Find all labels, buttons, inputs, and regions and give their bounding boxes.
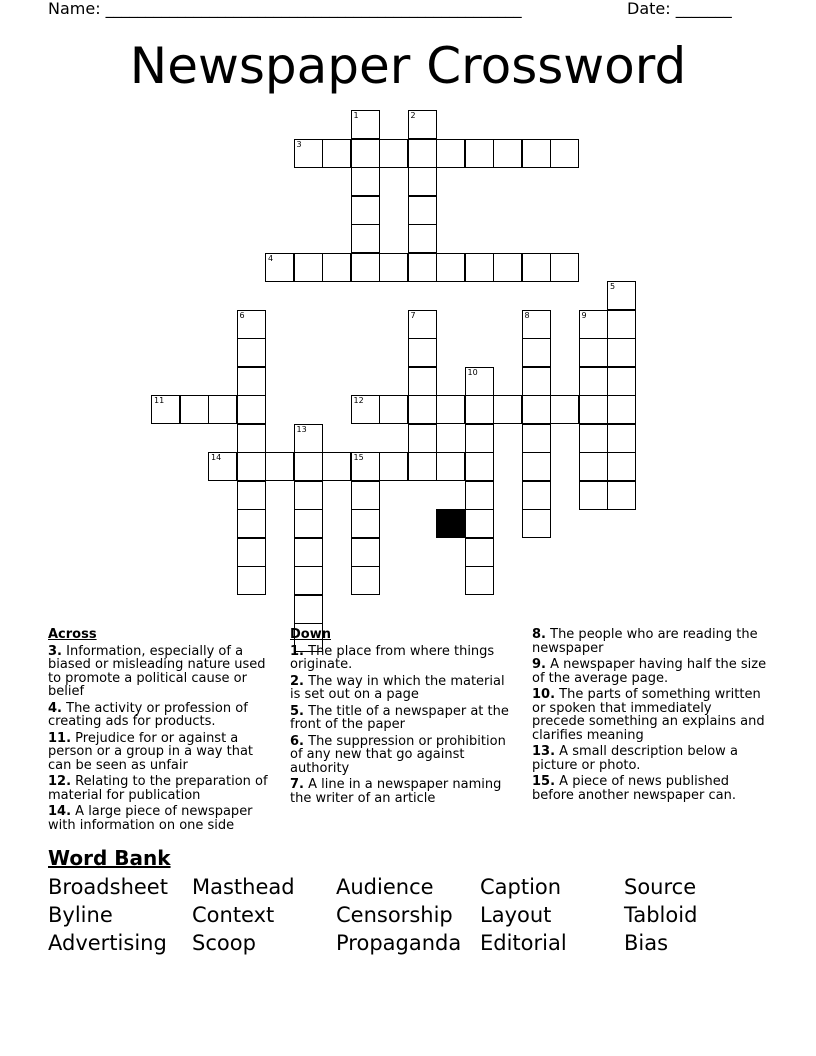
clue-number: 2 [410, 111, 416, 120]
grid-cell[interactable] [408, 338, 437, 367]
grid-cell[interactable] [294, 538, 323, 567]
grid-cell[interactable] [522, 139, 551, 168]
name-field: Name: ____________________________________________________ [48, 0, 522, 18]
grid-cell[interactable] [237, 566, 266, 595]
grid-cell[interactable] [294, 424, 323, 453]
grid-cell[interactable] [351, 509, 380, 538]
grid-cell[interactable] [436, 452, 465, 481]
across-heading: Across [48, 627, 97, 642]
grid-cell[interactable] [579, 338, 608, 367]
grid-cell[interactable] [408, 253, 437, 282]
clue-across-14: 14. A large piece of newspaper with information on one side [48, 804, 253, 833]
grid-cell[interactable] [408, 110, 437, 139]
grid-cell[interactable] [436, 139, 465, 168]
grid-cell[interactable] [607, 310, 636, 339]
grid-cell[interactable] [579, 367, 608, 396]
grid-cell[interactable] [379, 253, 408, 282]
word-bank-word: Advertising [48, 931, 167, 955]
grid-cell[interactable] [351, 196, 380, 225]
word-bank-word: Scoop [192, 931, 256, 955]
word-bank-word: Source [624, 875, 697, 899]
word-bank-word: Masthead [192, 875, 295, 899]
grid-cell[interactable] [550, 253, 579, 282]
clue-number: 14 [211, 453, 222, 462]
grid-cell[interactable] [351, 253, 380, 282]
clue-down-2: 2. The way in which the material is set out on a page [290, 673, 505, 702]
across-clues [48, 628, 280, 835]
grid-cell[interactable] [237, 310, 266, 339]
grid-cell[interactable] [237, 338, 266, 367]
grid-cell[interactable] [607, 281, 636, 310]
grid-cell[interactable] [294, 566, 323, 595]
grid-cell[interactable] [408, 452, 437, 481]
clue-number: 4 [268, 253, 274, 263]
word-bank-word: Caption [480, 875, 562, 899]
word-bank-word: Propaganda [336, 931, 462, 955]
down-clues-continued [532, 628, 768, 805]
grid-cell[interactable] [579, 424, 608, 453]
clue-down-13: 13. A small description below a picture or photo. [532, 744, 738, 773]
grid-cell[interactable] [294, 509, 323, 538]
grid-cell[interactable] [351, 395, 380, 424]
clue-number: 9 [581, 310, 587, 320]
grid-cell[interactable] [522, 481, 551, 510]
word-bank-word: Audience [336, 875, 434, 899]
grid-cell[interactable] [408, 224, 437, 253]
clue-down-6: 6. The suppression or prohibition of any new that go against authority [290, 733, 506, 776]
grid-cell[interactable] [408, 196, 437, 225]
grid-cell[interactable] [522, 452, 551, 481]
grid-cell[interactable] [408, 310, 437, 339]
word-bank-word: Layout [480, 903, 552, 927]
grid-cell[interactable] [408, 424, 437, 453]
grid-cell[interactable] [493, 253, 522, 282]
page-title: Newspaper Crossword [129, 37, 687, 95]
clue-down-8: 8. The people who are reading the newspaper [532, 627, 758, 656]
clue-down-9: 9. A newspaper having half the size of the average page. [532, 657, 767, 686]
grid-cell[interactable] [294, 139, 323, 168]
grid-cell[interactable] [522, 424, 551, 453]
grid-cell[interactable] [550, 395, 579, 424]
grid-cell[interactable] [237, 509, 266, 538]
grid-cell[interactable] [351, 538, 380, 567]
grid-cell[interactable] [408, 167, 437, 196]
grid-cell[interactable] [522, 338, 551, 367]
grid-cell[interactable] [465, 481, 494, 510]
date-field: Date: _______ [627, 0, 732, 18]
grid-cell[interactable] [408, 395, 437, 424]
clue-number: 6 [239, 310, 245, 320]
grid-cell[interactable] [465, 253, 494, 282]
clue-down-5: 5. The title of a newspaper at the front of the paper [290, 703, 509, 732]
grid-cell[interactable] [180, 395, 209, 424]
grid-cell[interactable] [465, 139, 494, 168]
grid-cell[interactable] [465, 452, 494, 481]
grid-cell[interactable] [351, 452, 380, 481]
clue-number: 5 [610, 282, 616, 291]
word-bank-word: Editorial [480, 931, 567, 955]
word-bank-word: Censorship [336, 903, 453, 927]
clue-across-3: 3. Information, especially of a biased or misleading nature used to promote a political cause or belief [48, 643, 266, 699]
down-clues [290, 628, 515, 808]
grid-cell[interactable] [465, 395, 494, 424]
clue-number: 11 [154, 396, 165, 405]
grid-cell[interactable] [379, 139, 408, 168]
grid-cell[interactable] [379, 452, 408, 481]
grid-cell[interactable] [351, 139, 380, 168]
grid-cell[interactable] [408, 367, 437, 396]
grid-cell[interactable] [237, 538, 266, 567]
grid-cell[interactable] [294, 595, 323, 624]
grid-cell[interactable] [237, 452, 266, 481]
grid-cell[interactable] [436, 395, 465, 424]
grid-cell[interactable] [465, 538, 494, 567]
clue-number: 3 [296, 139, 302, 149]
grid-cell[interactable] [465, 367, 494, 396]
grid-cell[interactable] [294, 481, 323, 510]
grid-cell[interactable] [465, 424, 494, 453]
clue-number: 13 [296, 424, 307, 434]
word-bank-word: Context [192, 903, 275, 927]
clue-down-1: 1. The place from where things originate. [290, 643, 495, 672]
grid-cell[interactable] [237, 367, 266, 396]
down-heading: Down [290, 627, 331, 642]
grid-cell[interactable] [493, 139, 522, 168]
grid-cell[interactable] [237, 395, 266, 424]
grid-cell[interactable] [607, 452, 636, 481]
grid-cell[interactable] [522, 310, 551, 339]
grid-cell[interactable] [607, 481, 636, 510]
grid-cell[interactable] [322, 452, 351, 481]
clue-across-4: 4. The activity or profession of creating ads for products. [48, 700, 248, 729]
clue-down-7: 7. A line in a newspaper naming the writer of an article [290, 777, 502, 806]
grid-cell[interactable] [465, 509, 494, 538]
grid-cell[interactable] [607, 338, 636, 367]
grid-cell[interactable] [351, 167, 380, 196]
grid-cell[interactable] [436, 253, 465, 282]
grid-cell[interactable] [322, 139, 351, 168]
word-bank-word: Byline [48, 903, 113, 927]
grid-cell[interactable] [351, 110, 380, 139]
grid-cell[interactable] [522, 253, 551, 282]
black-cell [436, 509, 465, 538]
grid-cell[interactable] [550, 139, 579, 168]
grid-cell[interactable] [607, 424, 636, 453]
clue-number: 1 [353, 111, 359, 120]
grid-cell[interactable] [379, 395, 408, 424]
word-bank-word: Bias [624, 931, 669, 955]
grid-cell[interactable] [294, 253, 323, 282]
clue-down-15: 15. A piece of news published before another newspaper can. [532, 774, 737, 803]
clue-across-12: 12. Relating to the preparation of material for publication [48, 774, 268, 803]
grid-cell[interactable] [351, 224, 380, 253]
grid-cell[interactable] [151, 395, 180, 424]
grid-cell[interactable] [522, 509, 551, 538]
grid-cell[interactable] [522, 395, 551, 424]
grid-cell[interactable] [322, 253, 351, 282]
grid-cell[interactable] [294, 452, 323, 481]
clue-number: 12 [353, 396, 364, 405]
grid-cell[interactable] [465, 566, 494, 595]
clue-number: 10 [467, 367, 478, 377]
grid-cell[interactable] [607, 395, 636, 424]
grid-cell[interactable] [351, 481, 380, 510]
grid-cell[interactable] [493, 395, 522, 424]
word-bank-word: Tabloid [624, 903, 698, 927]
grid-cell[interactable] [237, 481, 266, 510]
grid-cell[interactable] [522, 367, 551, 396]
word-bank-word: Broadsheet [48, 875, 168, 899]
grid-cell[interactable] [208, 452, 237, 481]
grid-cell[interactable] [208, 395, 237, 424]
grid-cell[interactable] [408, 139, 437, 168]
grid-cell[interactable] [607, 367, 636, 396]
clue-down-10: 10. The parts of something written or spoken that immediately precede something an explains and clarifies meaning [532, 687, 765, 743]
clue-number: 8 [524, 310, 530, 320]
grid-cell[interactable] [351, 566, 380, 595]
grid-cell[interactable] [579, 452, 608, 481]
grid-cell[interactable] [237, 424, 266, 453]
grid-cell[interactable] [579, 395, 608, 424]
grid-cell[interactable] [265, 253, 294, 282]
word-bank-title: Word Bank [48, 846, 171, 870]
grid-cell[interactable] [265, 452, 294, 481]
grid-cell[interactable] [579, 310, 608, 339]
clue-number: 15 [353, 453, 364, 462]
clue-across-11: 11. Prejudice for or against a person or a group in a way that can be seen as unfair [48, 730, 254, 773]
grid-cell[interactable] [579, 481, 608, 510]
clue-number: 7 [410, 310, 416, 320]
